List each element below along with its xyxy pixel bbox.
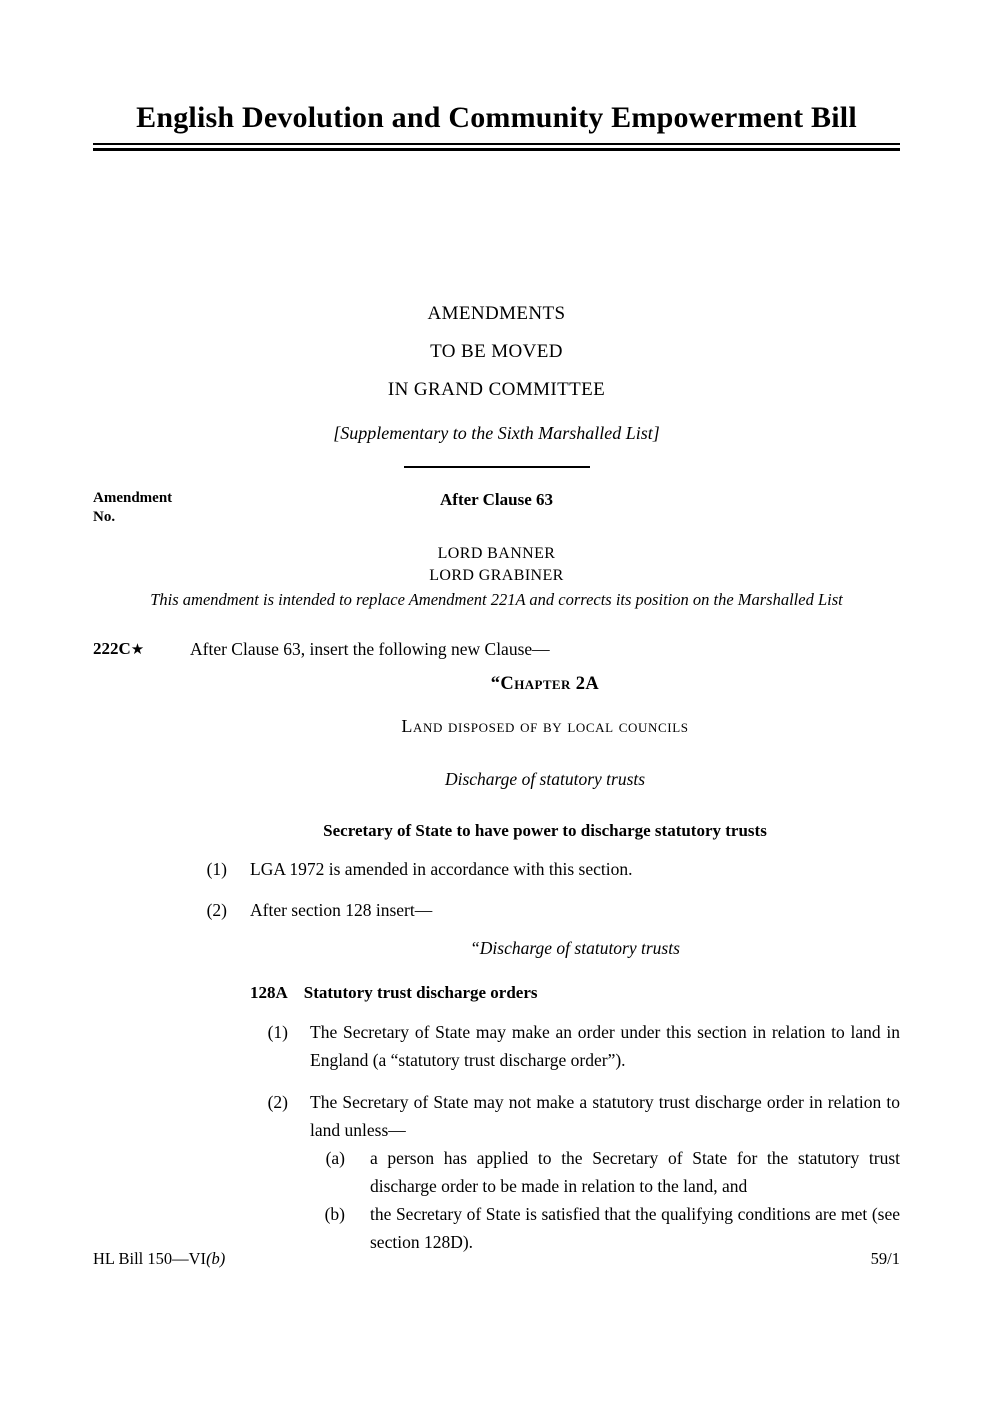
subsection-2: [190, 897, 900, 924]
subsection-number: (2): [267, 1092, 288, 1112]
footer-bill-reference-main: HL Bill 150—VI: [93, 1249, 207, 1268]
subsection-body: [310, 1089, 900, 1256]
amendment-no-label-line2: No.: [93, 509, 116, 525]
paragraph-letter: (b): [324, 1204, 345, 1224]
amendment-lead-in: After Clause 63, insert the following new Clause—: [190, 639, 550, 659]
subsection-number: (1): [206, 859, 227, 879]
inserted-section-heading: [250, 982, 900, 1004]
member-explanatory-note: This amendment is intended to replace Amendment 221A and corrects its position on the Marshalled List: [150, 590, 843, 609]
chapter-heading: “Chapter 2A: [490, 674, 600, 694]
heading-to-be-moved: TO BE MOVED: [430, 341, 563, 362]
place-heading: After Clause 63: [440, 490, 553, 509]
clause-header-row: [93, 489, 900, 529]
subsection-text: The Secretary of State may make an order under this section in relation to land in England (a “statutory trust discharge order”).: [310, 1022, 900, 1070]
subsection-1: [190, 856, 900, 883]
star-icon: ★: [130, 642, 145, 658]
inserted-subsection-2: [250, 1089, 900, 1256]
heading-in-grand-committee: IN GRAND COMMITTEE: [387, 379, 606, 400]
subsection-number: (1): [267, 1022, 288, 1042]
amendment-number-text: 222C: [93, 639, 131, 658]
heading-amendments: AMENDMENTS: [427, 303, 566, 324]
amendment-number: [93, 638, 190, 661]
sponsor-name: LORD GRABINER: [429, 567, 564, 584]
subsection-text: LGA 1972 is amended in accordance with this section.: [250, 859, 633, 879]
footer-bill-reference-suffix: (b): [206, 1249, 226, 1268]
inserted-subsection-1: [250, 1019, 900, 1074]
footer-page-number: 59/1: [870, 1249, 900, 1268]
page-title: English Devolution and Community Empowerment Bill: [136, 101, 857, 134]
front-headings: [93, 303, 900, 468]
cross-heading: Discharge of statutory trusts: [444, 769, 646, 789]
separator-rule: [404, 466, 590, 468]
subsection-text: The Secretary of State may not make a statutory trust discharge order in relation to land unless—: [310, 1092, 900, 1140]
footer-bill-reference: [93, 1248, 225, 1269]
paragraph-a: [310, 1145, 900, 1200]
sponsor-name: LORD BANNER: [437, 545, 556, 562]
page-footer: [93, 1248, 900, 1269]
new-clause-title: Secretary of State to have power to discharge statutory trusts: [323, 821, 767, 840]
subsection-text: After section 128 insert—: [250, 900, 433, 920]
amendment-lead-row: [93, 638, 900, 661]
inserted-italic-heading: “Discharge of statutory trusts: [470, 938, 680, 958]
amendment-no-label-line1: Amendment: [93, 490, 173, 506]
paragraph-letter: (a): [325, 1148, 345, 1168]
supplementary-note: [Supplementary to the Sixth Marshalled List]: [333, 423, 660, 443]
amendment-no-label: [93, 489, 172, 527]
paragraph-text: a person has applied to the Secretary of State for the statutory trust discharge order to be made in relation to the land, and: [370, 1148, 900, 1196]
chapter-subheading: Land disposed of by local councils: [401, 716, 689, 736]
title-double-rule: [93, 143, 900, 151]
sponsor-list: [93, 543, 900, 587]
subsection-number: (2): [206, 900, 227, 920]
paragraph-text: the Secretary of State is satisfied that the qualifying conditions are met (see section 128D).: [370, 1204, 900, 1252]
inserted-section-number: 128A: [250, 983, 288, 1002]
inserted-section-title: Statutory trust discharge orders: [303, 983, 538, 1002]
